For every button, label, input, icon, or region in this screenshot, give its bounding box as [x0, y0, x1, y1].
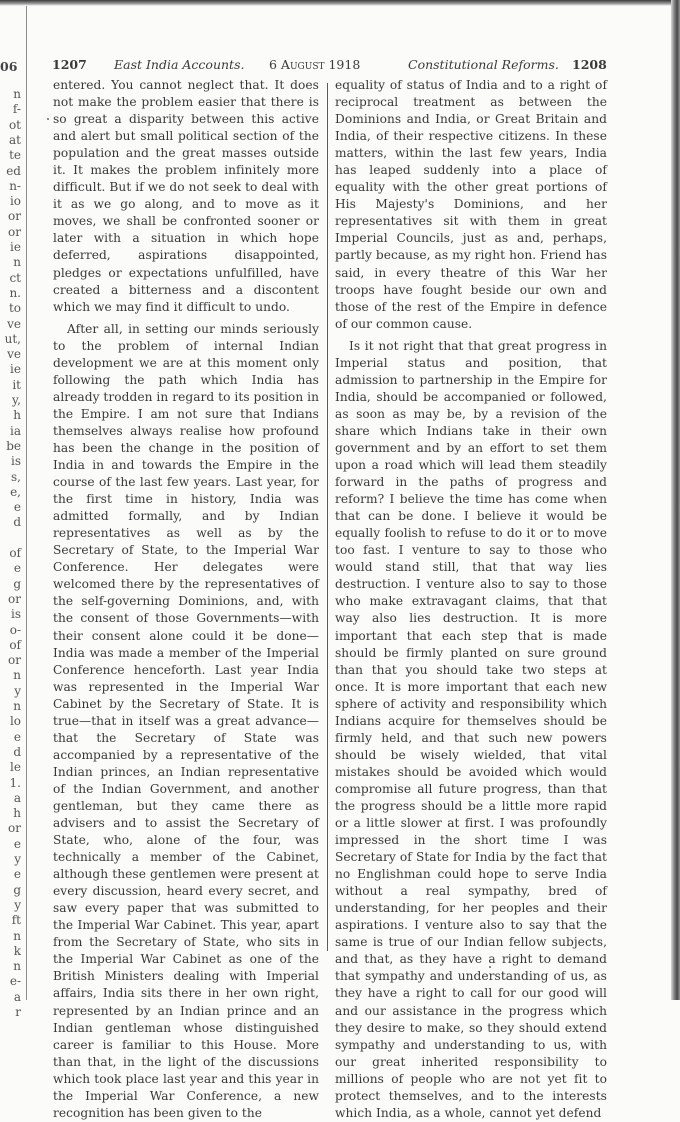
previous-page-line-fragment: g [13, 576, 21, 591]
previous-page-line-fragment: n [13, 928, 21, 943]
previous-page-line-fragment: ve [7, 316, 21, 331]
previous-page-line-fragment: n. [9, 285, 21, 300]
previous-page-line-fragment: to [8, 301, 21, 316]
previous-page-line-fragment: e, [10, 484, 21, 499]
previous-page-line-fragment: e [13, 729, 21, 744]
page-header [52, 57, 642, 75]
previous-page-line-fragment: 1. [9, 775, 21, 790]
previous-page-line-fragment: d [13, 515, 21, 530]
right-column-1208 [335, 77, 607, 1122]
previous-page-line-fragment: ut, [4, 331, 21, 346]
left-running-title: East India Accounts. [114, 57, 245, 72]
previous-page-line-fragment: d [13, 744, 21, 759]
book-gutter-shadow [671, 0, 680, 1000]
previous-page-line-fragment: it [12, 377, 21, 392]
paragraph: equality of status of India and to a right of reciprocal treatment as between the Dominions and India, or Great Britain and India, of their respective citizens. In these matters, within the last few years, India has leaped suddenly into a place of equality with the other great portions of His Majesty's Dominions, and her representatives sit with them in great Imperial Councils, just as and, perhaps, partly because, as my right hon. Friend has said, in every theatre of this War her troops have fought beside our own and those of the rest of the Empire in defence of our common cause. [335, 78, 607, 331]
previous-page-line-fragment: at [9, 132, 21, 147]
previous-page-line-fragment: ie [10, 240, 21, 254]
column-divider [327, 83, 328, 951]
previous-page-line-fragment: a [13, 989, 21, 1004]
previous-page-line-fragment: k [13, 943, 21, 958]
paragraph: entered. You cannot neglect that. It does not make the problem easier that there is so great a disparity between this active and alert but small political section of the population and the great masses outside it. It makes the problem infinitely more difficult. But if we do not seek to deal with it as we go along, and to move as it moves, we shall be confronted sooner or later with a situation in which hope deferred, aspirations disappointed, pledges or expectations unfulfilled, have created a bitterness and a discontent which we may find it difficult to undo. [53, 78, 319, 314]
previous-page-line-fragment: s, [11, 469, 21, 484]
previous-page-line-fragment: of [9, 546, 21, 560]
sitting-date: 6 August 1918 [269, 57, 361, 72]
print-speck [489, 966, 491, 968]
previous-page-line-fragment: a [13, 790, 21, 805]
previous-page-line-fragment: ie [10, 362, 21, 377]
left-column-1207 [53, 77, 319, 1122]
previous-page-line-fragment: is [11, 607, 21, 622]
previous-page-line-fragment: e [13, 500, 21, 515]
previous-page-line-fragment: is [11, 454, 21, 469]
left-page-number: 1207 [52, 57, 87, 72]
previous-page-line-fragment: ed [6, 163, 21, 178]
page-top-edge-shadow [0, 0, 680, 6]
paragraph: Is it not right that that great progress in Imperial status and position, that admission to partnership in the Empire for India, should be accompanied or followed, as soon as may be, by a revision of the share which Indians take in their own government and by an effort to set them upon a road which will lead them steadily forward in the paths of progress and reform? I believe the time has come when that can be done. I believe it would be equally foolish to refuse to do it or to move too fast. I venture to say to those who would stand still, that that way lies destruction. I venture also to say to those who make extravagant claims, that that way also lies destruction. It is more important that each step that is made should be firmly planted on sure ground than that you should take two steps at once. It is more important that each new sphere of activity and responsibility which Indians acquire for themselves should be firmly held, and that such new powers should be wisely wielded, that vital mistakes should be avoided which would compromise all future progress, than that the progress should be a little more rapid or a little slower at first. I was profoundly impressed in the short time I was Secretary of State for India by the fact that no Englishman could hope to serve India without a real sympathy, bred of understanding, for her peoples and their aspirations. I venture also to say that the same is true of our Indian fellow subjects, and that, as they have a right to demand that sympathy and understanding of us, as they have a right to call for our good will and our assistance in the progress which they desire to make, so they should extend sympathy and understanding to us, with our great inherited responsibility to millions of people who are not yet fit to protect themselves, and to the interests which India, as a whole, cannot yet defend [335, 338, 607, 1120]
previous-page-line-fragment: n- [9, 178, 21, 193]
paragraph: After all, in setting our minds seriously to the problem of internal Indian development we are at this moment only following the path which India has already trodden in regard to its position in the Empire. I am not sure that Indians themselves always realise how profound has been the change in the position of India in and towards the Empire in the course of the last few years. Last year, for the first time in history, India was admitted formally, and by Indian representatives as well as by the Secretary of State, to the Imperial War Conference. Her delegates were welcomed there by the representatives of the self-governing Dominions, and, with the consent of those Governments—with their consent alone could it be done—India was made a member of the Imperial Conference henceforth. Last year India was represented in the Imperial War Cabinet by the Secretary of State. It is true—that in itself was a great advance—that the Secretary of State was accompanied by a representative of the Indian princes, an Indian representative of the Indian Government, and another gentleman, but they came there as advisers and to assist the Secretary of State, who, alone of the four, was technically a member of the Cabinet, although these gentlemen were present at every discussion, heard every secret, and saw every paper that was submitted to the Imperial War Cabinet. This year, apart from the Secretary of State, who sits in the Imperial War Cabinet as one of the British Ministers dealing with Imperial affairs, India sits there in her own right, represented by an Indian prince and an Indian gentleman whose distinguished career is familiar to this House. More than that, in the light of the discussions which took place last year and this year in the Imperial War Conference, a new recognition has been given to the [53, 321, 319, 1120]
previous-page-line-fragment: lo [9, 714, 21, 729]
previous-page-line-fragment: io [9, 194, 21, 209]
right-running-title: Constitutional Reforms. [408, 57, 559, 72]
previous-page-line-fragment: ot [8, 117, 21, 132]
previous-page-line-fragment: n [13, 699, 21, 713]
previous-page-line-fragment: f- [12, 102, 21, 117]
previous-page-line-fragment: or [8, 821, 21, 836]
previous-page-line-fragment: y, [12, 393, 21, 407]
right-page-number: 1208 [572, 57, 607, 72]
previous-page-line-fragment: e [13, 836, 21, 851]
previous-page-line-fragment: of [9, 637, 21, 652]
previous-page-line-fragment: ft [11, 913, 21, 928]
previous-page-line-fragment: h [13, 806, 21, 821]
previous-page-line-fragment: le [10, 760, 21, 775]
previous-page-line-fragment: n [13, 959, 21, 974]
previous-page-line-fragment: ve [7, 347, 21, 362]
previous-page-line-fragment: e [13, 561, 21, 576]
print-speck [47, 118, 49, 120]
previous-page-line-fragment: y [14, 852, 21, 866]
previous-page-fragment [0, 0, 24, 1019]
previous-page-line-fragment: n [13, 668, 21, 683]
previous-page-line-fragment: o- [9, 622, 21, 637]
previous-page-line-fragment: e [13, 867, 21, 882]
previous-page-line-fragment: or [8, 653, 21, 668]
previous-page-line-fragment: e- [9, 974, 21, 989]
previous-page-line-fragment: ia [10, 423, 21, 438]
previous-page-line-fragment: be [6, 438, 21, 453]
previous-page-number: 06 [0, 59, 18, 74]
previous-page-line-fragment: y [14, 683, 21, 698]
previous-page-line-fragment: ct [9, 270, 21, 285]
previous-page-line-fragment: n [13, 255, 21, 270]
previous-page-line-fragment: te [9, 148, 21, 163]
previous-page-line-fragment: g [13, 882, 21, 897]
previous-page-line-fragment: or [8, 209, 21, 224]
previous-page-line-fragment: or [8, 224, 21, 239]
previous-page-line-fragment: h [13, 408, 21, 423]
previous-page-line-fragment: or [8, 591, 21, 606]
previous-page-line-fragment: r [15, 1005, 21, 1019]
previous-page-line-fragment: y [14, 897, 21, 912]
page-left-edge-rule [26, 6, 27, 1000]
previous-page-line-fragment: n [13, 87, 21, 101]
